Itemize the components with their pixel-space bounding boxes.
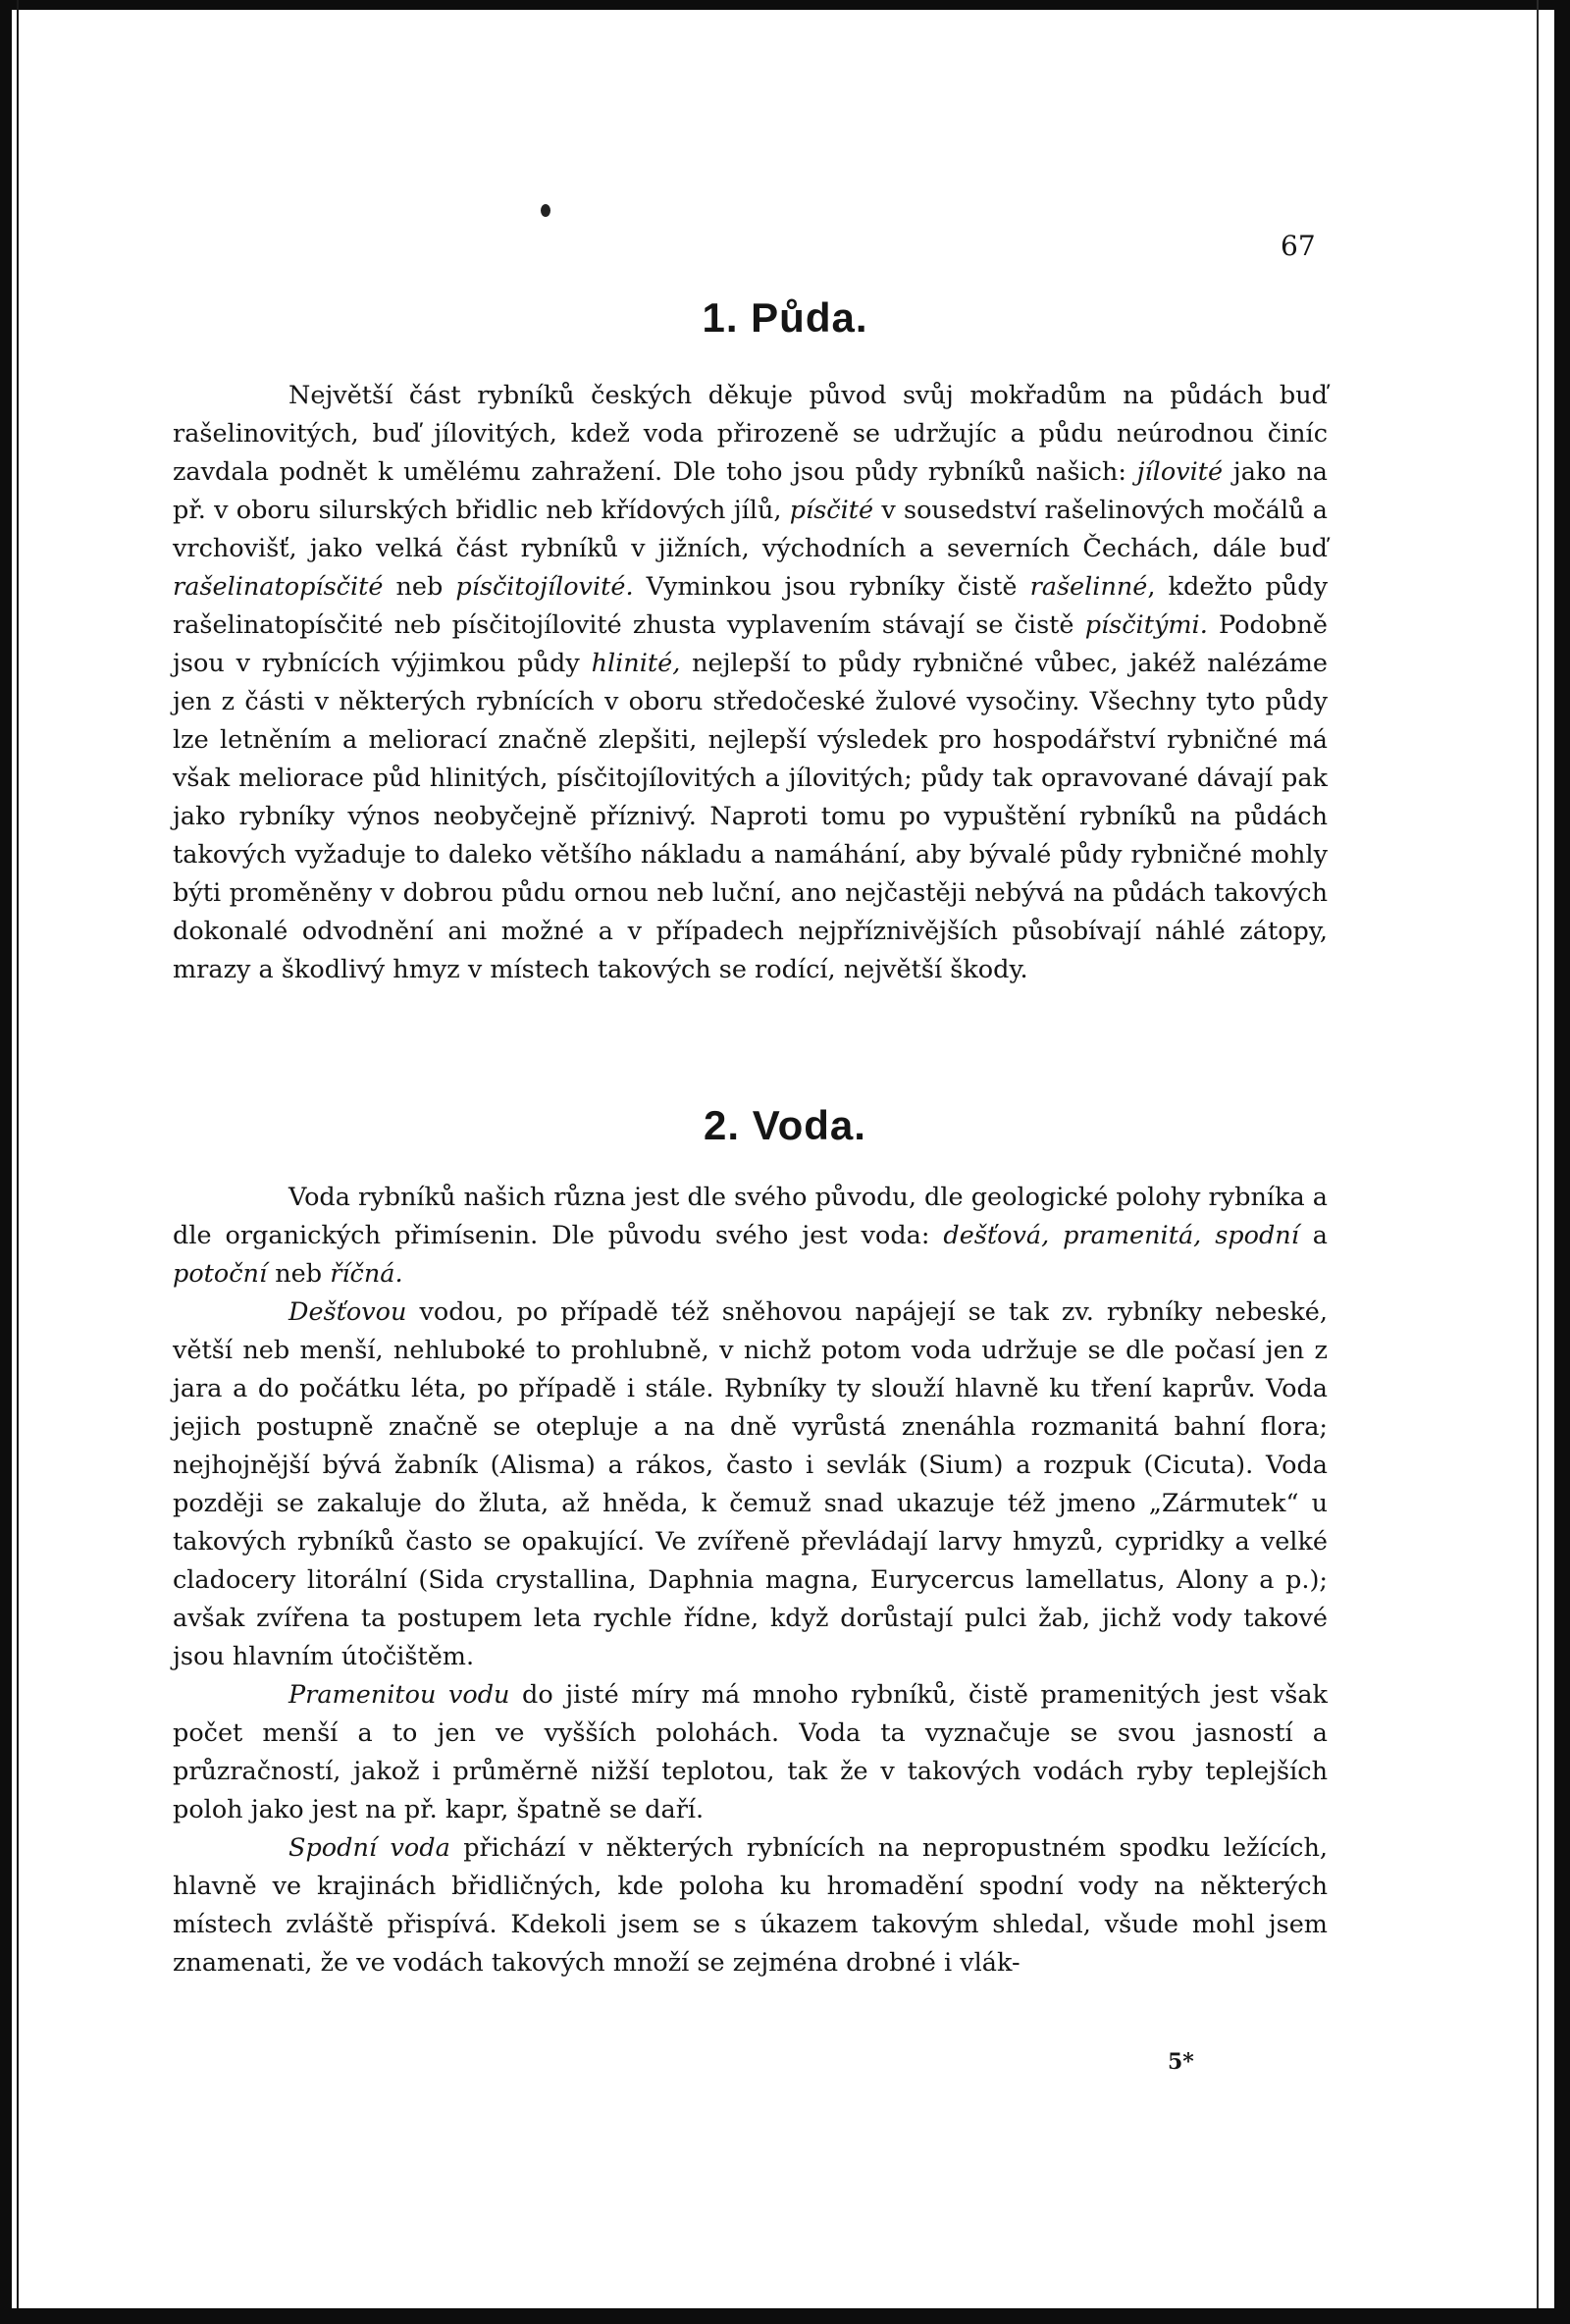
scan-border-left-line (17, 0, 19, 2324)
page-number: 67 (1281, 230, 1316, 262)
paragraph: Voda rybníků našich různa jest dle svého původu, dle geologické polohy rybníka a dle organických přimísenin. Dle původu svého jest voda: dešťová, pramenitá, spodní a potoční neb říčná. (173, 1183, 1329, 1289)
section-heading-puda: 1. Půda. (702, 294, 868, 341)
scan-border-left (0, 0, 12, 2324)
paragraph: Největší část rybníků českých děkuje původ svůj mokřadům na půdách buď rašelinovitých, buď jílovitých, kdež voda přirozeně se udržujíc a půdu neúrodnou činíc zavdala podnět k umělému zahražení. Dle toho jsou půdy rybníků našich: jílovité jako na př. v oboru silurských břidlic neb křídových jílů, písčité v sousedství rašelinových močálů a vrchovišť, jako velká část rybníků v jižních, východních a severních Čechách, dále buď rašelinatopísčité neb písčitojílovité. Vyminkou jsou rybníky čistě rašelinné, kdežto půdy rašelinatopísčité neb písčitojílovité zhusta vyplavením stávají se čistě písčitými. Podobně jsou v rybnících výjimkou půdy hlinité, nejlepší to půdy rybničné vůbec, jakéž nalézáme jen z části v některých rybnících v oboru středočeské žulové vysočiny. Všechny tyto půdy lze letněním a meliorací značně zlepšiti, nejlepší výsledek pro hospodářství rybničné má však meliorace půd hlinitých, písčitojílovitých a jílovitých; půdy tak opravované dávají pak jako rybníky výnos neobyčejně příznivý. Naproti tomu po vypuštění rybníků na půdách takových vyžaduje to daleko většího nákladu a namáhání, aby bývalé půdy rybničné mohly býti proměněny v dobrou půdu ornou neb luční, ano nejčastěji nebývá na půdách takových dokonalé odvodnění ani možné a v případech nejpříznivějších působívají náhlé zátopy, mrazy a škodlivý hmyz v místech takových se rodící, největší škody. (173, 381, 1328, 984)
ink-speck (541, 204, 550, 217)
paragraph: Dešťovou vodou, po případě též sněhovou napájejí se tak zv. rybníky nebeské, větší neb menší, nehluboké to prohlubně, v nichž potom voda udržuje se dle počasí jen z jara a do počátku léta, po případě i stále. Rybníky ty slouží hlavně ku tření kaprův. Voda jejich postupně značně se otepluje a na dně vyrůstá znenáhla rozmanitá bahní flora; nejhojnější bývá žabník (Alisma) a rákos, často i sevlák (Sium) a rozpuk (Cicuta). Voda později se zakaluje do žluta, až hněda, k čemuž snad ukazuje též jmeno „Zármutek“ u takových rybníků často se opakující. Ve zvířeně převládají larvy hmyzů, cypridky a velké cladocery litorální (Sida crystallina, Daphnia magna, Eurycercus lamellatus, Alony a p.); avšak zvířena ta postupem leta rychle řídne, když dorůstají pulci žab, jichž vody takové jsou hlavním útočištěm. (173, 1297, 1328, 1671)
paragraph: Spodní voda přichází v některých rybnících na nepropustném spodku ležících, hlavně ve krajinách břidličných, kde poloha ku hromadění spodní vody na některých místech zvláště přispívá. Kdekoli jsem se s úkazem takovým shledal, všude mohl jsem znamenati, že ve vodách takových množí se zejména drobné i vlák- (173, 1833, 1328, 1978)
scan-border-right (1554, 0, 1570, 2324)
section-puda-body (173, 377, 1328, 989)
scan-border-bottom (0, 2308, 1570, 2324)
section-heading-voda: 2. Voda. (704, 1102, 866, 1148)
scan-border-right-line (1537, 0, 1539, 2324)
scan-border-top (0, 0, 1570, 10)
signature-mark: 5* (1168, 2049, 1194, 2075)
section-voda-body (173, 1179, 1328, 1982)
paragraph: Pramenitou vodu do jisté míry má mnoho rybníků, čistě pramenitých jest však počet menší a to jen ve vyšších polohách. Voda ta vyznačuje se svou jasností a průzračností, jakož i průměrně nižší teplotou, tak že v takových vodách ryby teplejších poloh jako jest na př. kapr, špatně se daří. (173, 1680, 1328, 1824)
